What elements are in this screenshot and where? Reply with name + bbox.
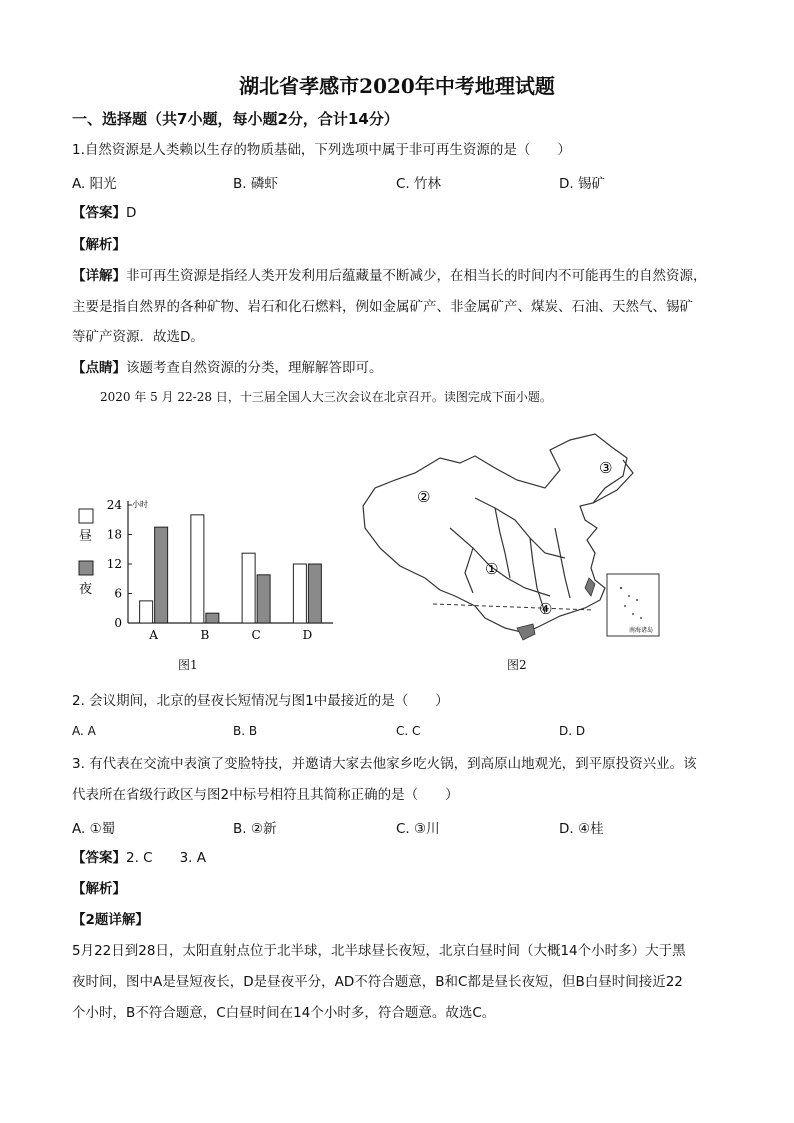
- q2-option-d: D. D: [559, 724, 586, 738]
- bar-day: [242, 553, 255, 623]
- section-heading: 一、选择题（共7小题，每小题2分，合计14分）: [72, 110, 399, 128]
- answers-2-3: [72, 848, 206, 868]
- q3-stem-line-1: 3. 有代表在交流中表演了变脸特技，并邀请大家去他家乡吃火锅，到高原山地观光，到平原投资兴业。该: [72, 756, 697, 772]
- legend-day-label: 昼: [79, 529, 93, 544]
- y-tick-label: 18: [106, 527, 122, 542]
- q2-option-c: C. C: [396, 724, 421, 738]
- q1-option-a: A. 阳光: [72, 176, 117, 192]
- tip-text: 该题考查自然资源的分类，理解解答即可。: [126, 360, 383, 376]
- bar-day: [191, 515, 204, 623]
- answer-tag: 【答案】: [72, 205, 126, 221]
- bar-night: [206, 613, 219, 623]
- bar-night: [155, 527, 168, 623]
- china-outline: [363, 434, 633, 633]
- q2-detail-tag: 【2题详解】: [72, 912, 149, 928]
- legend-day-swatch: [79, 509, 93, 523]
- y-tick-label: 0: [114, 616, 122, 630]
- q1-tip: [72, 358, 383, 378]
- map-label-4: ④: [539, 600, 553, 618]
- taiwan-island: [585, 578, 595, 596]
- q1-option-c: C. 竹林: [396, 176, 442, 192]
- x-category-label: A: [149, 628, 158, 642]
- y-unit-label: 小时: [132, 500, 148, 509]
- legend-night-swatch: [79, 561, 93, 575]
- analysis-tag-2: 【解析】: [72, 881, 126, 897]
- y-tick-label: 24: [106, 498, 122, 512]
- map-label-1: ①: [485, 560, 499, 578]
- map-label-2: ②: [417, 488, 431, 506]
- q1-detail-line-3: 等矿产资源．故选D。: [72, 329, 204, 345]
- q1-option-d: D. 锡矿: [559, 176, 605, 192]
- detail-text: 非可再生资源是指经人类开发利用后蕴藏量不断减少，在相当长的时间内不可能再生的自然资源，: [126, 268, 707, 284]
- bar-day: [140, 601, 153, 623]
- q1-option-b: B. 磷虾: [233, 176, 278, 192]
- q2-detail-line-3: 个小时，B不符合题意，C白昼时间在14个小时多，符合题意。故选C。: [72, 1005, 496, 1021]
- q3-option-b: B. ②新: [233, 821, 277, 837]
- hainan-island: [517, 624, 535, 640]
- q2-option-b: B. B: [233, 724, 258, 738]
- detail-tag: 【详解】: [72, 268, 126, 284]
- q3-option-c: C. ③川: [396, 821, 440, 837]
- legend-night-label: 夜: [79, 582, 93, 597]
- bar-night: [257, 575, 270, 623]
- answer-values: 2. C 3. A: [126, 850, 207, 866]
- figure2-caption: 图2: [507, 658, 527, 672]
- q1-stem: 1.自然资源是人类赖以生存的物质基础，下列选项中属于非可再生资源的是（ ）: [72, 142, 571, 158]
- y-tick-label: 12: [106, 557, 122, 571]
- q3-option-a: A. ①蜀: [72, 821, 116, 837]
- q2-detail-line-1: 5月22日到28日，太阳直射点位于北半球，北半球昼长夜短，北京白昼时间（大概14个小时多）大于黑: [72, 943, 686, 959]
- q3-option-d: D. ④桂: [559, 821, 604, 837]
- q2-detail-line-2: 夜时间，图中A是昼短夜长，D是昼夜平分，AD不符合题意，B和C都是昼长夜短，但B白昼时间接近22: [72, 974, 683, 990]
- x-category-label: B: [200, 628, 210, 642]
- page-title: 湖北省孝感市2020年中考地理试题: [239, 74, 555, 98]
- q1-analysis-tag: 【解析】: [72, 237, 126, 253]
- q1-detail-line-1: [72, 266, 707, 286]
- answer-value: D: [126, 205, 137, 221]
- answer-tag: 【答案】: [72, 850, 126, 866]
- inset-label: 南海诸岛: [629, 627, 654, 634]
- q3-stem-line-2: 代表所在省级行政区与图2中标号相符且其简称正确的是（ ）: [72, 787, 459, 803]
- x-category-label: D: [302, 628, 313, 642]
- y-tick-label: 6: [114, 586, 122, 601]
- figure1-chart: [70, 495, 340, 655]
- q1-detail-line-2: 主要是指自然界的各种矿物、岩石和化石燃料，例如金属矿产、非金属矿产、煤炭、石油、天然气、锡矿: [72, 299, 693, 315]
- tropic-line: [433, 604, 593, 610]
- q2-stem: 2. 会议期间，北京的昼夜长短情况与图1中最接近的是（ ）: [72, 693, 449, 709]
- q1-answer: [72, 203, 136, 223]
- bar-day: [293, 564, 306, 623]
- figure1-caption: 图1: [178, 658, 198, 672]
- map-label-3: ③: [599, 459, 613, 477]
- intro-text: 2020 年 5 月 22-28 日，十三届全国人大三次会议在北京召开。读图完成下面小题。: [100, 390, 552, 404]
- bar-night: [308, 564, 321, 623]
- tip-tag: 【点睛】: [72, 360, 126, 376]
- x-category-label: C: [251, 628, 261, 642]
- figure2-china-map: [355, 428, 665, 648]
- q2-option-a: A. A: [72, 724, 96, 738]
